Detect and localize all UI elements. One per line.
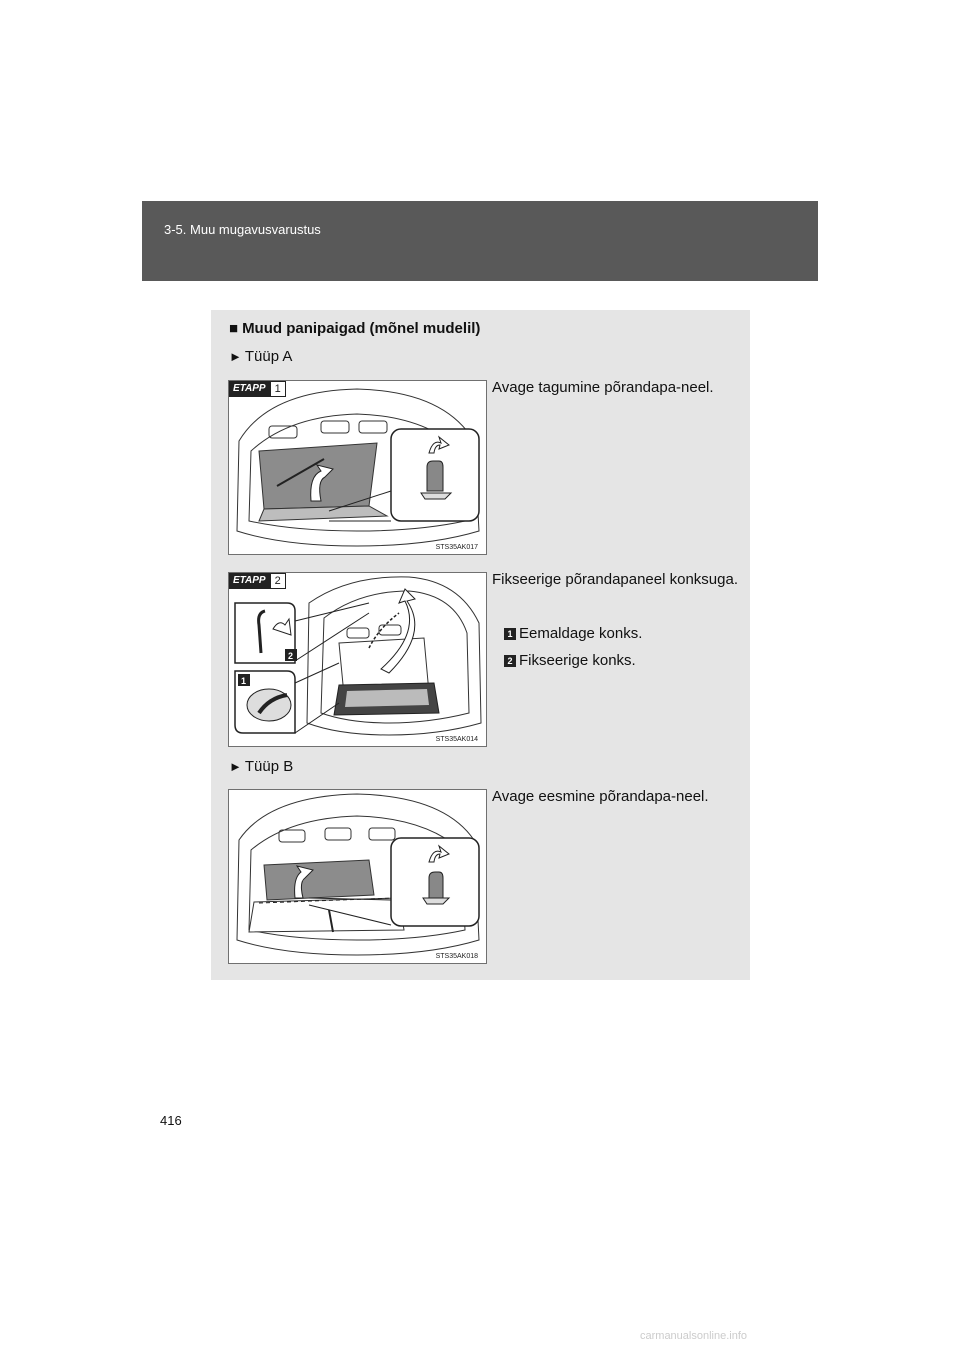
substep-1 xyxy=(504,625,642,642)
substep-2-number: 2 xyxy=(504,655,516,667)
arrow-right-icon: ► xyxy=(229,759,242,774)
svg-text:1: 1 xyxy=(241,676,247,686)
figure-code: STS35AK017 xyxy=(435,544,478,551)
square-bullet-icon: ■ xyxy=(229,320,239,337)
watermark: carmanualsonline.info xyxy=(640,1330,748,1342)
type-b-label xyxy=(229,758,293,775)
arrow-right-icon: ► xyxy=(229,349,242,364)
figure-step2 xyxy=(228,572,487,747)
storage-panel xyxy=(211,310,750,980)
type-b-text: Tüüp B xyxy=(244,758,294,775)
trunk-illustration-step2 xyxy=(229,573,486,746)
step1-badge xyxy=(229,381,286,397)
step2-badge-number: 2 xyxy=(270,573,286,589)
step1-badge-label: ETAPP xyxy=(229,381,270,397)
step2-badge-label: ETAPP xyxy=(229,573,270,589)
type-b-instruction: Avage eesmine põrandapa-neel. xyxy=(492,788,709,805)
substep-2 xyxy=(504,652,636,669)
figure-code: STS35AK014 xyxy=(435,736,478,743)
step2-badge xyxy=(229,573,286,589)
figure-type-b xyxy=(228,789,487,964)
type-a-text: Tüüp A xyxy=(244,348,293,365)
trunk-illustration-step1 xyxy=(229,381,486,554)
page-number: 416 xyxy=(160,1113,182,1128)
chapter-header xyxy=(142,201,818,281)
chapter-title: 3-5. Muu mugavusvarustus xyxy=(164,222,321,237)
substep-1-text: Eemaldage konks. xyxy=(519,625,643,642)
type-a-label xyxy=(229,348,292,365)
svg-text:2: 2 xyxy=(288,651,294,661)
section-title-text: Muud panipaigad (mõnel mudelil) xyxy=(242,320,481,337)
substep-2-text: Fikseerige konks. xyxy=(519,652,636,669)
substep-1-number: 1 xyxy=(504,628,516,640)
figure-code: STS35AK018 xyxy=(435,953,478,960)
figure-step1 xyxy=(228,380,487,555)
step1-instruction: Avage tagumine põrandapa-neel. xyxy=(492,379,714,396)
trunk-illustration-type-b xyxy=(229,790,486,963)
step2-instruction: Fikseerige põrandapaneel konksuga. xyxy=(492,571,738,588)
step1-badge-number: 1 xyxy=(270,381,286,397)
section-title xyxy=(229,320,480,337)
